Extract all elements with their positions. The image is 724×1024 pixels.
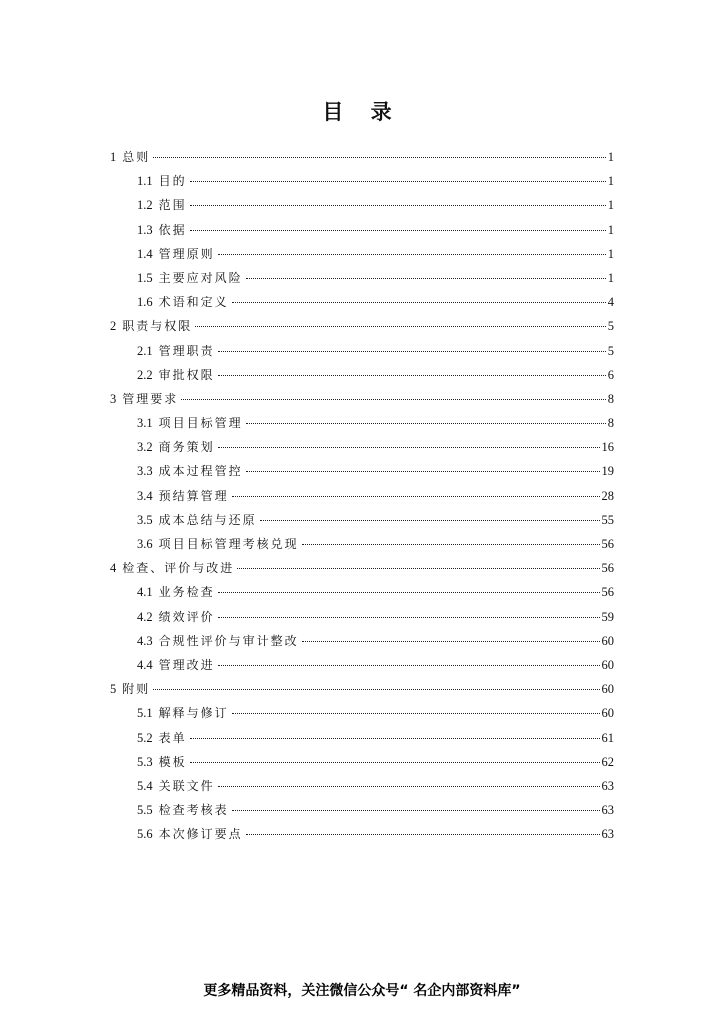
toc-entry[interactable] (110, 363, 614, 387)
toc-entry[interactable] (110, 556, 614, 580)
toc-entry-page-number: 56 (601, 537, 614, 551)
toc-entry-number: 2.1 (137, 343, 153, 358)
toc-entry-number: 1.2 (137, 198, 153, 213)
toc-entry-page-number: 55 (601, 512, 614, 527)
toc-dot-leader (218, 244, 606, 258)
toc-dot-leader (218, 341, 606, 355)
toc-entry-title: 总则 (122, 150, 151, 164)
toc-entry-number: 1.6 (137, 295, 153, 310)
toc-dot-leader (237, 558, 599, 572)
toc-entry-page-number: 1 (607, 270, 614, 285)
toc-entry[interactable] (110, 387, 614, 411)
toc-entry-number: 3.5 (137, 512, 153, 527)
toc-entry-title: 预结算管理 (158, 488, 229, 503)
toc-entry-page-number: 1 (607, 246, 614, 261)
toc-entry-title: 依据 (158, 222, 187, 237)
toc-entry-page-number: 4 (607, 295, 614, 310)
toc-entry-title: 检查考核表 (158, 803, 229, 818)
toc-dot-leader (190, 728, 600, 742)
toc-entry-number: 5.1 (137, 706, 153, 721)
toc-entry-number: 3.4 (137, 488, 153, 503)
page-title: 目 录 (322, 100, 402, 124)
toc-entry[interactable] (110, 218, 614, 242)
toc-entry-page-number: 59 (601, 609, 614, 624)
toc-entry-number: 5.2 (137, 730, 153, 745)
toc-entry-title: 审批权限 (158, 367, 215, 382)
toc-entry-title: 术语和定义 (158, 295, 229, 310)
toc-entry-page-number: 5 (607, 319, 614, 334)
toc-entry-page-number: 8 (607, 416, 614, 431)
toc-entry-number: 5.4 (137, 778, 153, 793)
toc-dot-leader (195, 316, 605, 330)
toc-entry[interactable] (110, 701, 614, 725)
toc-entry-number: 2.2 (137, 367, 153, 382)
toc-dot-leader (218, 607, 600, 621)
toc-entry-page-number: 63 (601, 827, 614, 842)
toc-entry-title: 关联文件 (158, 778, 215, 793)
toc-entry-title: 成本总结与还原 (158, 512, 257, 527)
toc-entry-page-number: 61 (601, 730, 614, 745)
toc-dot-leader (218, 582, 600, 596)
toc-entry-number: 3.2 (137, 440, 153, 455)
toc-entry-title: 管理原则 (158, 246, 215, 261)
toc-dot-leader (190, 220, 606, 234)
toc-entry[interactable] (110, 435, 614, 459)
toc-entry[interactable] (110, 774, 614, 798)
toc-dot-leader (218, 365, 606, 379)
toc-entry-page-number: 1 (607, 174, 614, 189)
toc-dot-leader (190, 195, 606, 209)
toc-entry-page-number: 60 (601, 633, 614, 648)
toc-entry-page-number: 60 (601, 657, 614, 672)
toc-entry-number: 2 (110, 319, 117, 334)
toc-entry-page-number: 63 (601, 803, 614, 818)
toc-entry-title: 附则 (122, 682, 151, 697)
toc-entry-number: 4.4 (137, 657, 153, 672)
toc-entry-number: 4 (110, 561, 117, 576)
toc-entry-page-number: 62 (601, 754, 614, 769)
toc-entry-page-number: 56 (601, 585, 614, 600)
toc-entry-title: 项目目标管理考核兑现 (158, 537, 299, 551)
toc-entry[interactable] (110, 169, 614, 193)
footer-note: 更多精品资料，关注微信公众号“ 名企内部资料库” (203, 983, 521, 999)
toc-dot-leader (190, 171, 606, 185)
toc-dot-leader (246, 824, 600, 838)
toc-dot-leader (218, 655, 600, 669)
toc-entry-title: 绩效评价 (158, 609, 215, 624)
toc-dot-leader (302, 534, 600, 548)
toc-entry-number: 3.6 (137, 537, 153, 551)
toc-entry-number: 4.2 (137, 609, 153, 624)
toc-entry-title: 管理改进 (158, 657, 215, 672)
toc-dot-leader (246, 413, 606, 427)
toc-entry-title: 范围 (158, 198, 187, 213)
toc-dot-leader (190, 752, 600, 766)
toc-entry-page-number: 8 (607, 391, 614, 406)
toc-entry-number: 1.4 (137, 246, 153, 261)
toc-dot-leader (302, 631, 600, 645)
toc-entry[interactable] (110, 193, 614, 217)
toc-entry-title: 职责与权限 (122, 319, 193, 334)
toc-entry[interactable] (110, 314, 614, 338)
toc-dot-leader (232, 800, 600, 814)
toc-dot-leader (218, 776, 600, 790)
toc-dot-leader (181, 389, 605, 403)
toc-entry[interactable] (110, 290, 614, 314)
toc-entry-title: 管理职责 (158, 343, 215, 358)
toc-entry-page-number: 56 (601, 561, 614, 576)
toc-dot-leader (260, 510, 600, 524)
toc-entry-page-number: 28 (601, 488, 614, 503)
toc-dot-leader (153, 679, 599, 693)
toc-entry[interactable] (110, 822, 614, 846)
toc-entry-page-number: 6 (607, 367, 614, 382)
toc-entry-page-number: 63 (601, 778, 614, 793)
toc-dot-leader (153, 147, 605, 161)
toc-entry-title: 目的 (158, 174, 187, 189)
toc-entry-number: 1.3 (137, 222, 153, 237)
toc-dot-leader (246, 461, 600, 475)
toc-entry-title: 主要应对风险 (158, 270, 243, 285)
toc-entry-title: 表单 (158, 730, 187, 745)
toc-entry[interactable] (110, 798, 614, 822)
toc-entry-title: 模板 (158, 754, 187, 769)
toc-entry[interactable] (110, 653, 614, 677)
toc-entry[interactable] (110, 411, 614, 435)
toc-entry-title: 解释与修订 (158, 706, 229, 721)
toc-dot-leader (232, 486, 600, 500)
toc-entry-number: 5 (110, 682, 117, 697)
toc-entry[interactable] (110, 484, 614, 508)
toc-entry-page-number: 1 (607, 150, 614, 164)
toc-dot-leader (218, 437, 600, 451)
toc-entry-title: 合规性评价与审计整改 (158, 633, 299, 648)
toc-entry-title: 业务检查 (158, 585, 215, 600)
toc-entry[interactable] (110, 242, 614, 266)
table-of-contents (110, 145, 614, 846)
toc-entry[interactable] (110, 677, 614, 701)
toc-entry-number: 5.3 (137, 754, 153, 769)
toc-entry-title: 项目目标管理 (158, 416, 243, 431)
toc-entry-page-number: 5 (607, 343, 614, 358)
toc-entry-title: 管理要求 (122, 391, 179, 406)
toc-entry[interactable] (110, 459, 614, 483)
toc-entry-number: 4.1 (137, 585, 153, 600)
toc-entry-title: 成本过程管控 (158, 464, 243, 479)
toc-entry-page-number: 60 (601, 682, 614, 697)
toc-entry-number: 1.5 (137, 270, 153, 285)
toc-entry-page-number: 1 (607, 198, 614, 213)
toc-entry[interactable] (110, 726, 614, 750)
toc-entry-number: 4.3 (137, 633, 153, 648)
toc-entry-page-number: 1 (607, 222, 614, 237)
toc-entry[interactable] (110, 145, 614, 169)
toc-entry-page-number: 19 (601, 464, 614, 479)
toc-dot-leader (232, 703, 600, 717)
toc-entry-number: 3 (110, 391, 117, 406)
toc-entry[interactable] (110, 580, 614, 604)
toc-entry[interactable] (110, 750, 614, 774)
toc-entry[interactable] (110, 532, 614, 556)
toc-entry[interactable] (110, 339, 614, 363)
toc-entry[interactable] (110, 605, 614, 629)
toc-entry-number: 5.5 (137, 803, 153, 818)
toc-dot-leader (232, 292, 606, 306)
toc-dot-leader (246, 268, 606, 282)
toc-entry-number: 5.6 (137, 827, 153, 842)
toc-entry[interactable] (110, 508, 614, 532)
toc-entry-number: 3.3 (137, 464, 153, 479)
toc-entry[interactable] (110, 266, 614, 290)
toc-entry-title: 商务策划 (158, 440, 215, 455)
toc-entry-page-number: 60 (601, 706, 614, 721)
toc-entry-title: 本次修订要点 (158, 827, 243, 842)
toc-entry[interactable] (110, 629, 614, 653)
toc-entry-title: 检查、评价与改进 (122, 561, 235, 576)
toc-entry-number: 1 (110, 150, 117, 164)
toc-entry-number: 3.1 (137, 416, 153, 431)
toc-entry-number: 1.1 (137, 174, 153, 189)
toc-entry-page-number: 16 (601, 440, 614, 455)
